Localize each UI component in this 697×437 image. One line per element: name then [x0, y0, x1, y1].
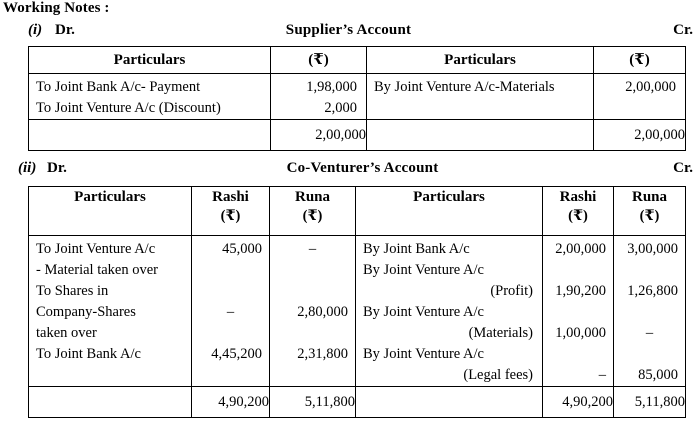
page-title: Working Notes :: [3, 0, 110, 16]
credit-rashi-0: 2,00,000: [555, 241, 606, 257]
col-header-rashi-credit: [543, 187, 614, 236]
credit-runa-3: [614, 302, 685, 323]
table-total-row: [29, 120, 686, 151]
col-header-amount-debit: (₹): [271, 47, 367, 74]
credit-entry-0-amount: 2,00,000: [625, 79, 676, 95]
credit-runa-4: –: [645, 325, 654, 341]
debit-line-2: To Shares in: [36, 283, 109, 299]
debit-runa-3: 2,80,000: [297, 304, 348, 320]
credit-entry-filler: [367, 98, 593, 119]
account-number-1: (i): [28, 22, 43, 38]
account-header-co-venturer: [0, 160, 697, 180]
debit-runa-cell: [270, 236, 356, 387]
table-row: [29, 236, 686, 387]
credit-line-3: By Joint Venture A/c: [363, 304, 484, 320]
debit-runa-4: [270, 323, 355, 344]
supplier-account-table: [28, 46, 686, 151]
col-header-text: Runa: [631, 189, 668, 205]
col-header-currency: (₹): [639, 207, 660, 224]
debit-total-amount: 2,00,000: [271, 120, 367, 151]
col-header-currency: (₹): [568, 207, 588, 224]
credit-line-1: By Joint Venture A/c: [363, 262, 484, 278]
debit-particulars-cell: [29, 74, 271, 120]
credit-rashi-5: [543, 344, 613, 365]
debit-rashi-5: 4,45,200: [211, 346, 262, 362]
account-header-supplier: [0, 22, 697, 42]
credit-entry-0-particulars: By Joint Venture A/c-Materials: [374, 79, 555, 95]
debit-line-5: To Joint Bank A/c: [36, 346, 141, 362]
credit-amount-filler: [594, 98, 685, 119]
credit-runa-5: [614, 344, 685, 365]
debit-line-1: - Material taken over: [36, 262, 158, 278]
credit-line-0: By Joint Bank A/c: [363, 241, 470, 257]
credit-total-spacer: [356, 387, 543, 418]
debit-rashi-0: 45,000: [222, 241, 262, 257]
col-header-text: Runa: [294, 189, 331, 205]
credit-runa-2: 1,26,800: [627, 283, 678, 299]
credit-runa-1: [614, 260, 685, 281]
table-header-row: [29, 187, 686, 236]
credit-rashi-4: 1,00,000: [555, 325, 606, 341]
credit-rashi-6: –: [598, 367, 606, 383]
debit-rashi-3: –: [226, 304, 235, 320]
credit-total-runa: 5,11,800: [614, 387, 686, 418]
credit-total-spacer: [367, 120, 594, 151]
col-header-particulars-credit: [356, 187, 543, 236]
col-header-amount-credit: (₹): [594, 47, 686, 74]
credit-label-1: Cr.: [673, 22, 693, 38]
credit-total-rashi: 4,90,200: [543, 387, 614, 418]
debit-line-filler: [29, 365, 191, 386]
debit-total-spacer: [29, 120, 271, 151]
credit-total-amount: 2,00,000: [594, 120, 686, 151]
col-header-text: Particulars: [413, 189, 485, 205]
debit-label-2: Dr.: [47, 160, 67, 176]
col-header-rashi-debit: [192, 187, 270, 236]
col-header-currency: (₹): [220, 207, 241, 224]
credit-rashi-3: [543, 302, 613, 323]
debit-entry-0-amount: 1,98,000: [306, 79, 357, 95]
credit-line-6: (Legal fees): [463, 367, 533, 383]
credit-rashi-1: [543, 260, 613, 281]
account-number-2: (ii): [18, 160, 37, 176]
debit-runa-5: 2,31,800: [297, 346, 348, 362]
debit-runa-filler: [270, 365, 355, 386]
credit-runa-cell: [614, 236, 686, 387]
debit-amount-cell: [271, 74, 367, 120]
debit-runa-2: [270, 281, 355, 302]
table-header-row: [29, 47, 686, 74]
debit-entry-1-particulars: To Joint Venture A/c (Discount): [36, 100, 221, 116]
col-header-particulars-debit: [29, 187, 192, 236]
debit-total-spacer: [29, 387, 192, 418]
col-header-text: Rashi: [212, 189, 249, 205]
debit-line-4: taken over: [36, 325, 97, 341]
credit-particulars-cell: [367, 74, 594, 120]
col-header-currency: (₹): [302, 207, 323, 224]
debit-entry-0-particulars: To Joint Bank A/c- Payment: [36, 79, 201, 95]
credit-line-4: (Materials): [468, 325, 533, 341]
debit-rashi-1: [192, 260, 269, 281]
table-total-row: [29, 387, 686, 418]
col-header-text: Particulars: [74, 189, 146, 205]
debit-total-rashi: 4,90,200: [192, 387, 270, 418]
credit-runa-0: 3,00,000: [627, 241, 678, 257]
debit-rashi-cell: [192, 236, 270, 387]
debit-runa-1: [270, 260, 355, 281]
credit-line-5: By Joint Venture A/c: [363, 346, 484, 362]
debit-line-0: To Joint Venture A/c: [36, 241, 156, 257]
account-title-1: Supplier’s Account: [285, 22, 412, 38]
debit-rashi-4: [192, 323, 269, 344]
col-header-runa-debit: [270, 187, 356, 236]
debit-label-1: Dr.: [55, 22, 75, 38]
debit-total-runa: 5,11,800: [270, 387, 356, 418]
debit-rashi-filler: [192, 365, 269, 386]
debit-line-3: Company-Shares: [36, 304, 136, 320]
credit-label-2: Cr.: [673, 160, 693, 176]
credit-rashi-2: 1,90,200: [555, 283, 606, 299]
debit-particulars-cell: [29, 236, 192, 387]
account-title-2: Co-Venturer’s Account: [286, 160, 439, 176]
debit-runa-0: –: [308, 241, 317, 257]
credit-rashi-cell: [543, 236, 614, 387]
debit-entry-1-amount: 2,000: [324, 100, 357, 116]
table-row: [29, 74, 686, 120]
credit-particulars-cell: [356, 236, 543, 387]
debit-rashi-2: [192, 281, 269, 302]
credit-amount-cell: [594, 74, 686, 120]
credit-runa-6: 85,000: [638, 367, 678, 383]
credit-line-2: (Profit): [490, 283, 533, 299]
col-header-runa-credit: [614, 187, 686, 236]
col-header-particulars-credit: Particulars: [367, 47, 594, 74]
col-header-text: Rashi: [559, 189, 597, 205]
co-venturer-account-table: [28, 186, 686, 418]
col-header-particulars-debit: Particulars: [29, 47, 271, 74]
